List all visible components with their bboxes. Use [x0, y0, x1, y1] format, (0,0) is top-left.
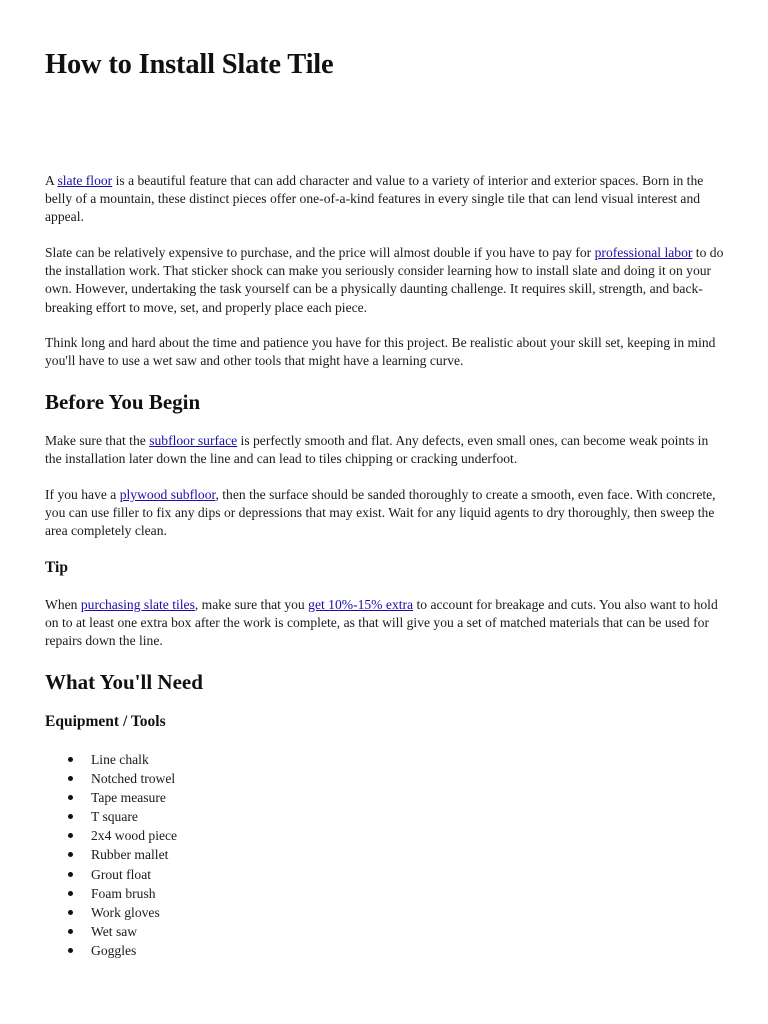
list-item: 2x4 wood piece	[45, 826, 177, 845]
list-item: Tape measure	[45, 788, 177, 807]
intro-paragraph-2	[45, 244, 725, 317]
intro-p2-text-pre: Slate can be relatively expensive to purchase, and the price will almost double if you have to pay for	[45, 245, 595, 260]
list-item: T square	[45, 807, 177, 826]
page-title: How to Install Slate Tile	[45, 49, 334, 80]
slate-floor-link[interactable]: slate floor	[57, 173, 113, 188]
plywood-subfloor-link[interactable]: plywood subfloor	[119, 487, 216, 502]
purchasing-slate-tiles-link[interactable]: purchasing slate tiles	[80, 597, 195, 612]
before-paragraph-1	[45, 432, 725, 468]
intro-paragraph-1	[45, 172, 725, 227]
before-p2-text-post: , then the surface should be sanded thoroughly to create a smooth, even face. With concrete, you can use filler to fix any dips or depressions that may exist. Wait for any liquid agents to dry thoroughly, then sweep the area completely clean.	[45, 487, 716, 539]
before-p1-text-pre: Make sure that the	[45, 433, 150, 448]
before-you-begin-heading: Before You Begin	[45, 390, 201, 414]
list-item: Rubber mallet	[45, 845, 177, 864]
before-paragraph-2	[45, 486, 725, 541]
before-p1-text-post: is perfectly smooth and flat. Any defects, even small ones, can become weak points in the installation later down the line and can lead to tiles chipping or cracking underfoot.	[45, 433, 709, 467]
tools-list	[45, 750, 177, 960]
equipment-tools-heading: Equipment / Tools	[45, 713, 166, 730]
list-item: Line chalk	[45, 750, 177, 769]
list-item: Goggles	[45, 941, 177, 960]
intro-p2-text-post: to do the installation work. That sticker shock can make you seriously consider learning how to install slate and doing it on your own. However, undertaking the task yourself can be a physically daunting challenge. It requires skill, strength, and back-breaking effort to move, set, and properly place each piece.	[45, 245, 724, 315]
list-item: Work gloves	[45, 903, 177, 922]
intro-p1-text-post: is a beautiful feature that can add character and value to a variety of interior and exterior spaces. Born in the belly of a mountain, these distinct pieces offer one-of-a-kind features in every single tile that can lend visual interest and appeal.	[45, 173, 704, 225]
tip-text-mid: , make sure that you	[194, 597, 309, 612]
before-p2-text-pre: If you have a	[45, 487, 120, 502]
intro-paragraph-3: Think long and hard about the time and patience you have for this project. Be realistic about your skill set, keeping in mind you'll have to use a wet saw and other tools that might have a learning curve.	[45, 335, 716, 369]
intro-p1-text-pre: A	[45, 173, 58, 188]
get-extra-link[interactable]: get 10%-15% extra	[308, 597, 414, 612]
list-item: Foam brush	[45, 884, 177, 903]
list-item: Notched trowel	[45, 769, 177, 788]
list-item: Grout float	[45, 865, 177, 884]
tip-text-pre: When	[45, 597, 81, 612]
list-item: Wet saw	[45, 922, 177, 941]
tip-heading: Tip	[45, 559, 68, 576]
tip-text-post: to account for breakage and cuts. You also want to hold on to at least one extra box after the work is complete, as that will give you a set of matched materials that can be used for repairs down the line.	[45, 597, 718, 649]
tip-paragraph	[45, 596, 725, 651]
subfloor-surface-link[interactable]: subfloor surface	[149, 433, 238, 448]
what-youll-need-heading: What You'll Need	[45, 670, 203, 694]
professional-labor-link[interactable]: professional labor	[594, 245, 693, 260]
